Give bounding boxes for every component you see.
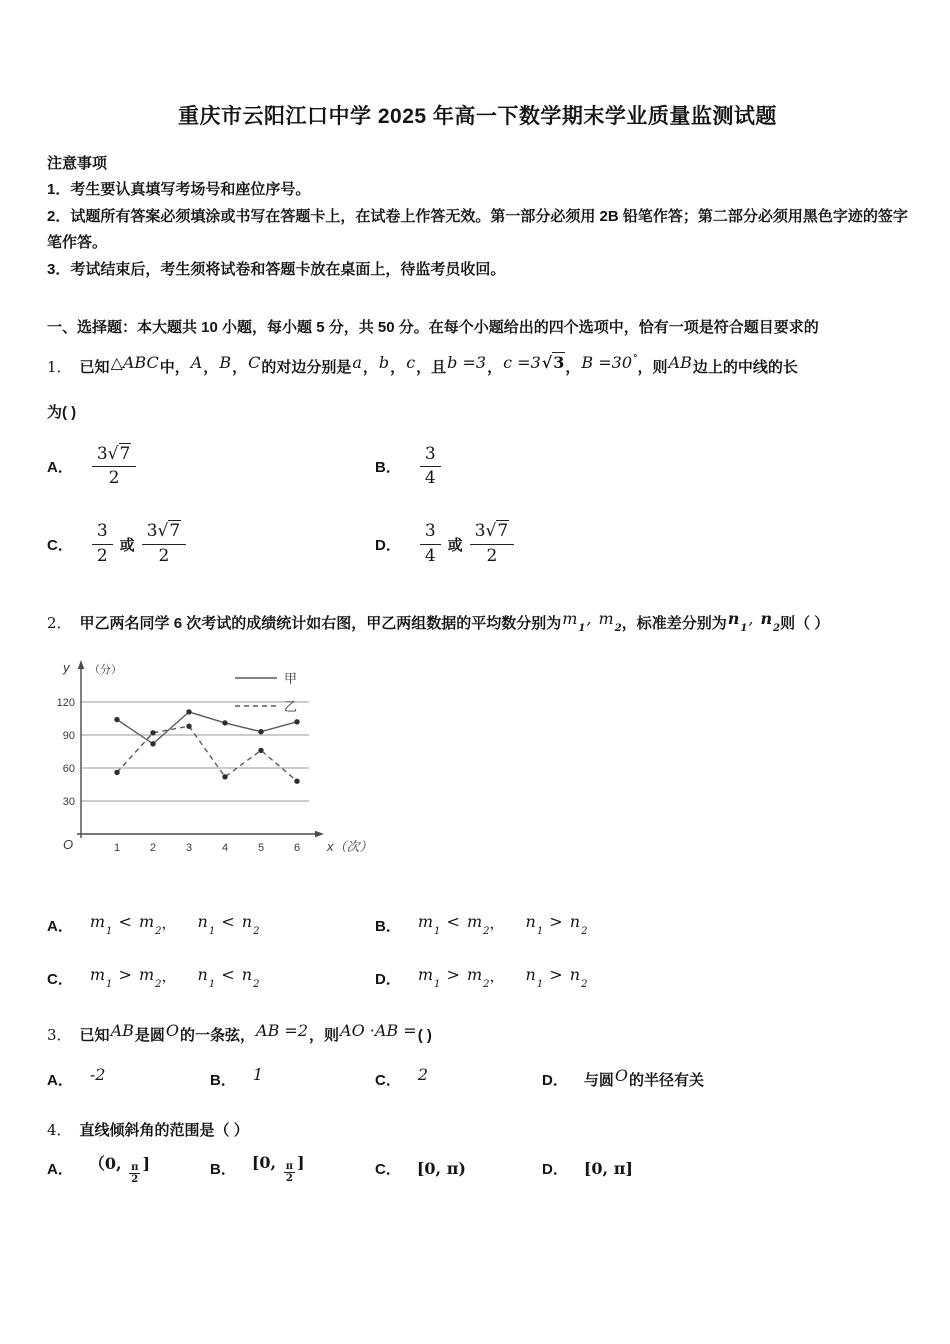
text-segment: ，: [390, 358, 406, 376]
q1-option-a: [47, 444, 375, 490]
frac-denominator: 2: [108, 468, 120, 488]
frac-numerator: [142, 521, 187, 544]
text-segment: ,: [748, 608, 759, 628]
text-segment: 1: [740, 622, 748, 634]
q2-options-row-2: [47, 965, 908, 991]
q3-option-a: [47, 1065, 210, 1090]
svg-text:4: 4: [221, 842, 229, 855]
text-segment: 则（ ）: [780, 614, 830, 632]
text-segment: b =3: [447, 352, 487, 372]
question-1: [47, 353, 908, 567]
q3-option-c: [375, 1065, 542, 1090]
text-segment: m: [89, 912, 106, 932]
text-segment: 是圆: [134, 1027, 165, 1045]
text-segment: 与圆: [583, 1071, 614, 1089]
option-c-label: C．: [375, 1071, 401, 1089]
q1-options-row-2: [47, 521, 908, 567]
text-segment: B =30: [581, 352, 633, 372]
text-segment: n: [525, 965, 536, 985]
text-segment: 1: [252, 1065, 264, 1085]
svg-text:（分）: （分）: [89, 664, 122, 677]
frac-num-coef: 3: [474, 521, 486, 542]
text-segment: O: [614, 1065, 628, 1085]
text-segment: 2: [614, 622, 622, 634]
svg-text:3: 3: [185, 842, 193, 855]
text-segment: 2: [155, 926, 162, 938]
text-segment: AB =2: [256, 1021, 309, 1041]
svg-text:1: 1: [113, 842, 121, 855]
text-segment: °: [633, 353, 638, 364]
q1-options-row-1: [47, 444, 908, 490]
text-segment: ，则: [637, 358, 668, 376]
svg-text:y: y: [63, 660, 70, 676]
text-segment: m: [138, 965, 155, 985]
text-segment: ，则: [309, 1027, 340, 1045]
option-a-value: [89, 912, 260, 938]
text-segment: -2: [89, 1065, 106, 1085]
text-segment: n: [569, 965, 581, 985]
section-1-header: 一、选择题：本大题共 10 小题，每小题 5 分，共 50 分。在每个小题给出的四个选项中，恰有一项是符合题目要求的: [47, 318, 819, 336]
radicand: 7: [119, 443, 131, 464]
text-segment: m: [598, 608, 614, 628]
frac-numerator: 3: [420, 521, 441, 544]
interval-open: [0,: [251, 1152, 282, 1172]
notice-heading: 注意事项: [47, 155, 108, 172]
frac-numerator: π: [285, 1160, 294, 1172]
option-b-label: B．: [210, 1071, 236, 1089]
or-conjunction: 或: [447, 536, 463, 554]
text-segment: a: [352, 352, 362, 372]
q1-stem-line2: 为( ): [47, 404, 77, 422]
q1-stem: [47, 353, 908, 381]
text-segment: 2: [417, 1065, 429, 1085]
q4-option-b: [210, 1151, 375, 1185]
text-segment: ，: [487, 358, 503, 376]
option-d-label: D．: [542, 1071, 568, 1089]
svg-text:5: 5: [257, 842, 265, 855]
q1-option-b: [375, 444, 444, 490]
question-2: [47, 609, 908, 990]
option-d-value: [0, π]: [583, 1158, 633, 1178]
text-segment: n: [197, 965, 208, 985]
notice-section: [47, 152, 908, 284]
svg-text:乙: 乙: [284, 699, 298, 715]
text-segment: >: [113, 965, 137, 985]
interval-close: ]: [142, 1154, 151, 1174]
radicand: 7: [497, 521, 509, 542]
text-segment: n: [760, 608, 773, 628]
option-a-value: [89, 1065, 107, 1089]
text-segment: ，: [161, 914, 177, 933]
page-title: 重庆市云阳江口中学 2025 年高一下数学期末学业质量监测试题: [178, 105, 777, 128]
text-segment: c =3: [503, 352, 541, 372]
option-a-label: A．: [47, 459, 73, 476]
text-segment: 1: [106, 979, 113, 991]
q3-options-row: [47, 1065, 908, 1090]
option-b-value: [252, 1153, 305, 1184]
q1-option-d: [375, 521, 517, 567]
notice-item-2: 2．试题所有答案必须填涂或书写在答题卡上，在试卷上作答无效。第一部分必须用 2B 铅笔作答；第二部分必须用黑色字迹的签字笔作答。: [47, 207, 908, 252]
text-segment: AB: [668, 352, 692, 372]
option-b-value: [417, 912, 588, 938]
text-segment: b: [378, 352, 390, 372]
text-segment: 的半径有关: [628, 1071, 704, 1089]
q4-stem: [47, 1118, 908, 1144]
frac-num-coef: 3: [146, 521, 158, 542]
frac-numerator: 3: [92, 521, 113, 544]
notice-item-1: 1．考生要认真填写考场号和座位序号。: [47, 181, 311, 198]
text-segment: ，: [565, 358, 581, 376]
option-d-label: D．: [375, 971, 401, 989]
radicand: 7: [169, 521, 181, 542]
text-segment: 2: [773, 622, 781, 634]
svg-text:6: 6: [293, 842, 301, 855]
text-segment: <: [216, 965, 240, 985]
text-segment: 1: [434, 926, 441, 938]
text-segment: 1: [578, 622, 586, 634]
q3-option-d: [542, 1065, 704, 1090]
option-a-value: [89, 1151, 150, 1185]
fraction: [470, 521, 515, 567]
fraction: [420, 444, 441, 490]
pi-over-2-fraction: [284, 1161, 295, 1184]
text-segment: ，标准差分别为: [621, 614, 727, 632]
fraction: [92, 444, 137, 490]
text-segment: 1: [536, 979, 544, 991]
text-segment: >: [544, 912, 568, 932]
q2-option-c: [47, 965, 375, 991]
text-segment: 1: [208, 979, 216, 991]
q4-option-a: [47, 1151, 210, 1185]
text-segment: <: [216, 912, 240, 932]
svg-text:30: 30: [62, 796, 75, 809]
sqrt-radical: [108, 443, 132, 464]
text-segment: ，: [232, 358, 248, 376]
text-segment: n: [525, 912, 536, 932]
text-segment: m: [138, 912, 155, 932]
text-segment: ，: [161, 967, 177, 986]
svg-text:60: 60: [62, 763, 75, 776]
q2-options-row-1: [47, 912, 908, 938]
text-segment: AO ·AB =: [340, 1021, 417, 1041]
text-segment: n: [727, 608, 740, 628]
text-segment: 1: [208, 926, 216, 938]
text-segment: 已知: [79, 358, 110, 376]
text-segment: 1: [536, 926, 544, 938]
radicand: 3: [553, 352, 565, 372]
text-segment: 的一条弦，: [180, 1027, 256, 1045]
svg-text:90: 90: [62, 730, 75, 743]
text-segment: 甲乙两名同学 6 次考试的成绩统计如右图，甲乙两组数据的平均数分别为: [79, 614, 562, 632]
text-segment: C: [248, 352, 261, 372]
or-conjunction: 或: [119, 536, 135, 554]
frac-numerator: [470, 521, 515, 544]
text-segment: 2: [483, 979, 490, 991]
text-segment: m: [417, 965, 434, 985]
fraction: [420, 521, 441, 567]
frac-numerator: π: [131, 1162, 139, 1174]
q1-option-c: [47, 521, 375, 567]
text-segment: 边上的中线的长: [692, 358, 798, 376]
svg-text:甲: 甲: [284, 671, 298, 687]
text-segment: ,: [586, 608, 597, 628]
text-segment: △ABC: [110, 352, 159, 372]
option-d-value: [583, 1065, 704, 1090]
text-segment: n: [197, 912, 208, 932]
option-a-label: A．: [47, 1160, 73, 1178]
text-segment: 1．: [47, 357, 72, 376]
text-segment: n: [241, 965, 253, 985]
text-segment: ，: [203, 358, 219, 376]
option-b-label: B．: [210, 1160, 236, 1178]
text-segment: n: [241, 912, 253, 932]
option-c-value: [0, π): [416, 1158, 466, 1178]
text-segment: m: [417, 912, 434, 932]
frac-denominator: 2: [285, 1172, 293, 1184]
text-segment: ，: [362, 358, 378, 376]
option-c-label: C．: [47, 971, 73, 989]
text-segment: 3．: [47, 1026, 72, 1045]
text-segment: 2．: [47, 613, 72, 632]
frac-denominator: 2: [131, 1174, 139, 1186]
frac-denominator: 4: [424, 545, 436, 566]
score-line-chart: [51, 656, 908, 867]
text-segment: m: [89, 965, 106, 985]
text-segment: ( ): [417, 1027, 432, 1045]
frac-numerator: [92, 444, 137, 467]
fraction: [92, 521, 113, 567]
interval-open: （0,: [88, 1154, 128, 1174]
svg-text:120: 120: [56, 697, 75, 710]
q4-options-row: [47, 1151, 908, 1185]
text-segment: ，: [489, 914, 505, 933]
text-segment: 1: [106, 926, 113, 938]
text-segment: m: [466, 912, 483, 932]
option-c-label: C．: [47, 536, 73, 554]
text-segment: <: [441, 912, 465, 932]
q2-option-b: [375, 912, 588, 938]
svg-text:x（次）: x（次）: [327, 839, 373, 855]
option-b-value: [252, 1065, 264, 1089]
q3-stem: [47, 1021, 908, 1049]
option-b-label: B．: [375, 459, 401, 476]
question-3: [47, 1021, 908, 1090]
text-segment: >: [441, 965, 465, 985]
q2-stem: [47, 609, 908, 637]
frac-denominator: 2: [158, 545, 170, 566]
text-segment: c: [406, 352, 416, 372]
q2-option-d: [375, 965, 588, 991]
option-d-label: D．: [375, 536, 401, 554]
notice-item-3: 3．考试结束后，考生须将试卷和答题卡放在桌面上，待监考员收回。: [47, 261, 506, 279]
frac-denominator: 2: [486, 545, 498, 566]
text-segment: m: [562, 608, 578, 628]
option-a-label: A．: [47, 1071, 73, 1089]
text-segment: >: [544, 965, 568, 985]
option-d-label: D．: [542, 1160, 568, 1178]
text-segment: 1: [434, 979, 441, 991]
text-segment: 2: [483, 926, 490, 938]
option-c-label: C．: [375, 1160, 401, 1178]
option-c-value: [89, 965, 260, 991]
frac-denominator: 2: [96, 545, 108, 566]
q3-option-b: [210, 1065, 375, 1090]
text-segment: <: [113, 912, 137, 932]
q2-option-a: [47, 912, 375, 938]
text-segment: 2: [155, 979, 162, 991]
q4-option-d: [542, 1151, 633, 1185]
option-b-label: B．: [375, 918, 401, 936]
text-segment: 已知: [79, 1027, 110, 1045]
option-a-label: A．: [47, 918, 73, 936]
question-4: [47, 1118, 908, 1186]
fraction: [142, 521, 187, 567]
text-segment: n: [569, 912, 581, 932]
text-segment: B: [219, 352, 232, 372]
text-segment: m: [466, 965, 483, 985]
frac-denominator: 4: [424, 468, 436, 488]
text-segment: 的对边分别是: [261, 358, 352, 376]
text-segment: 中，: [159, 358, 190, 376]
text-segment: ，且: [416, 358, 447, 376]
option-d-value: [417, 965, 588, 991]
text-segment: ，: [489, 967, 505, 986]
sqrt-radical: [486, 520, 510, 541]
text-segment: 直线倾斜角的范围是（ ）: [79, 1121, 249, 1139]
chart-svg: [51, 656, 386, 862]
text-segment: 4．: [47, 1120, 72, 1139]
text-segment: 2: [253, 979, 260, 991]
option-c-value: [417, 1065, 429, 1089]
svg-text:O: O: [63, 837, 74, 853]
text-segment: 2: [253, 926, 260, 938]
frac-num-coef: 3: [96, 443, 108, 464]
frac-numerator: 3: [420, 444, 441, 467]
text-segment: O: [165, 1021, 180, 1041]
sqrt-radical: [158, 520, 182, 541]
text-segment: [542, 353, 566, 372]
text-segment: AB: [110, 1021, 134, 1041]
pi-over-2-fraction: [129, 1162, 140, 1185]
q4-option-c: [375, 1151, 542, 1185]
text-segment: 2: [581, 926, 588, 938]
text-segment: 2: [581, 979, 588, 991]
interval-close: ]: [297, 1152, 305, 1172]
svg-text:2: 2: [149, 842, 157, 855]
text-segment: A: [190, 352, 203, 372]
